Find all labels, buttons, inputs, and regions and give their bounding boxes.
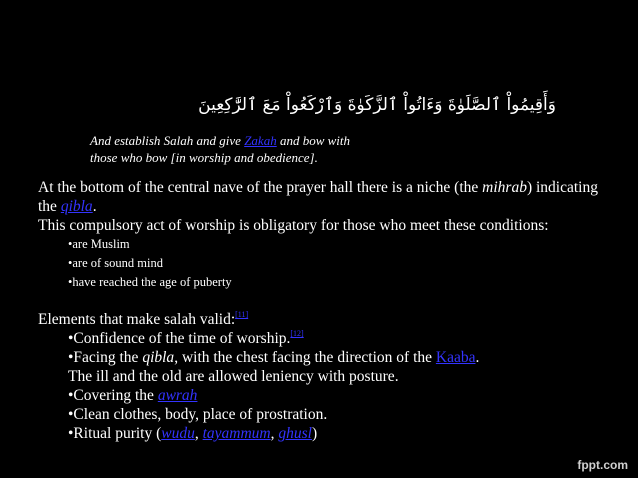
translation-text: and bow with <box>276 133 351 148</box>
separator: , <box>270 425 279 442</box>
element-text: •Ritual purity ( <box>68 425 162 442</box>
element-item-qibla <box>38 348 598 367</box>
mihrab-term: mihrab <box>482 179 527 196</box>
ghusl-link[interactable]: ghusl <box>278 425 312 442</box>
element-item-time <box>38 329 598 348</box>
element-text: •Covering the <box>68 387 158 404</box>
translation-line-2: those who bow [in worship and obedience]. <box>90 150 318 165</box>
reference-12-link[interactable]: [12] <box>290 329 304 338</box>
arabic-verse: وَأَقِيمُواْ ٱلصَّلَوٰةَ وَءَاتُواْ ٱلزَّكَوٰةَ وَٱرْكَعُواْ مَعَ ٱلرَّٰكِعِينَ <box>198 95 556 115</box>
condition-item: •have reached the age of puberty <box>68 275 232 289</box>
obligation-paragraph: This compulsory act of worship is obligatory for those who meet these conditions: <box>38 217 549 234</box>
awrah-link[interactable]: awrah <box>157 387 198 404</box>
translation-text: And establish Salah and give <box>90 133 245 148</box>
element-text: . <box>475 349 480 366</box>
verse-translation <box>90 132 350 166</box>
wudu-link[interactable]: wudu <box>161 425 195 442</box>
intro-text: At the bottom of the central nave of the prayer hall there is a niche (the <box>38 179 483 196</box>
watermark: fppt.com <box>577 458 628 472</box>
element-text: •Facing the <box>68 349 143 366</box>
intro-text: ) indicating the <box>38 179 598 215</box>
slide-body <box>38 178 598 443</box>
separator: , <box>194 425 203 442</box>
element-item-purity <box>38 424 598 443</box>
kaaba-link[interactable]: Kaaba <box>435 349 476 366</box>
elements-heading <box>38 310 598 329</box>
zakah-link[interactable]: Zakah <box>244 133 277 148</box>
reference-11-link[interactable]: [11] <box>235 310 249 319</box>
element-item-awrah <box>38 386 598 405</box>
element-text: •Confidence of the time of worship. <box>68 330 291 347</box>
condition-item: •are of sound mind <box>68 256 163 270</box>
condition-item: •are Muslim <box>68 237 130 251</box>
element-text: ) <box>311 425 318 442</box>
translation-line-1 <box>90 132 350 149</box>
qibla-link[interactable]: qibla <box>60 198 93 215</box>
element-item-leniency: The ill and the old are allowed leniency with posture. <box>68 368 399 385</box>
tayammum-link[interactable]: tayammum <box>202 425 271 442</box>
element-item-cleanliness: •Clean clothes, body, place of prostration. <box>68 406 328 423</box>
intro-text: . <box>92 198 97 215</box>
qibla-term: qibla <box>142 349 175 366</box>
element-text: , with the chest facing the direction of the <box>174 349 436 366</box>
intro-paragraph <box>38 178 598 216</box>
spacer <box>38 292 598 310</box>
elements-heading-text: Elements that make salah valid: <box>38 311 236 328</box>
